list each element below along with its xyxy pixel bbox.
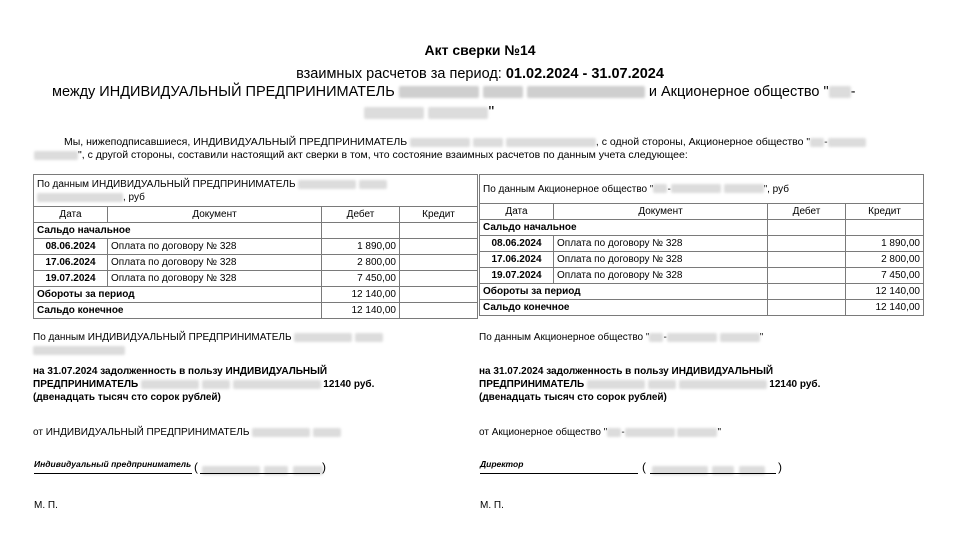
redacted-name xyxy=(671,184,721,193)
redacted-name xyxy=(648,380,676,389)
opening-balance-row: Сальдо начальное xyxy=(34,223,478,239)
redacted-name xyxy=(399,86,479,98)
table-row: 17.06.2024 Оплата по договору № 328 2 800,00 xyxy=(480,252,924,268)
column-header: Дебет xyxy=(768,204,846,220)
name-line-left xyxy=(200,472,320,474)
from-left: от ИНДИВИДУАЛЬНЫЙ ПРЕДПРИНИМАТЕЛЬ xyxy=(33,426,341,439)
table-left-header: По данным ИНДИВИДУАЛЬНЫЙ ПРЕДПРИНИМАТЕЛЬ , руб xyxy=(34,175,478,207)
debt-amount: 12140 руб. xyxy=(323,379,375,390)
period-line xyxy=(0,66,960,82)
closing-balance-row: Сальдо конечное 12 140,00 xyxy=(34,303,478,319)
redacted-name xyxy=(483,86,523,98)
redacted-name xyxy=(359,180,387,189)
redacted-name xyxy=(294,333,352,342)
redacted-name xyxy=(298,180,356,189)
table-row: 17.06.2024 Оплата по договору № 328 2 800,00 xyxy=(34,255,478,271)
stamp-mark-right: М. П. xyxy=(480,500,504,511)
redacted-name xyxy=(34,151,78,160)
column-header: Документ xyxy=(554,204,768,220)
intro-paragraph: Мы, нижеподписавшиеся, ИНДИВИДУАЛЬНЫЙ ПРЕДПРИНИМАТЕЛЬ , с одной стороны, Акционерное общество " - ", с другой стороны, составили настоящий акт сверки в том, что состояние взаимных расчетов по данным учета следующее: xyxy=(34,136,934,162)
redacted-name xyxy=(428,107,488,119)
redacted-name xyxy=(625,428,675,437)
summary-right: По данным Акционерное общество " - " на 31.07.2024 задолженность в пользу ИНДИВИДУАЛЬНЫЙ ПРЕДПРИНИМАТЕЛЬ 12140 руб. (двенадцать тысяч сто сорок рублей) xyxy=(479,332,821,403)
closing-balance-row: Сальдо конечное 12 140,00 xyxy=(480,300,924,316)
redacted-name xyxy=(720,333,760,342)
column-header: Кредит xyxy=(400,207,478,223)
redacted-name xyxy=(828,138,866,147)
signature-paren-close: ) xyxy=(322,460,326,474)
redacted-name xyxy=(527,86,645,98)
redacted-name xyxy=(649,333,663,342)
name-line-right xyxy=(650,472,776,474)
signer-role-left: Индивидуальный предприниматель xyxy=(34,459,192,469)
redacted-name xyxy=(587,380,645,389)
redacted-name xyxy=(667,333,717,342)
redacted-name xyxy=(355,333,383,342)
redacted-signer-name-left xyxy=(202,462,323,480)
parties-line-continued: " xyxy=(364,104,494,122)
and-party: и Акционерное общество " xyxy=(648,84,829,100)
signature-paren-open: ( xyxy=(642,460,646,474)
redacted-name xyxy=(33,346,125,355)
redacted-name xyxy=(810,138,824,147)
reconciliation-table-left xyxy=(33,174,478,319)
between-prefix: между ИНДИВИДУАЛЬНЫЙ ПРЕДПРИНИМАТЕЛЬ xyxy=(52,84,395,100)
redacted-name xyxy=(506,138,596,147)
redacted-name xyxy=(37,193,123,202)
redacted-name xyxy=(410,138,470,147)
redacted-name xyxy=(313,428,341,437)
redacted-name xyxy=(252,428,310,437)
parties-line: между ИНДИВИДУАЛЬНЫЙ ПРЕДПРИНИМАТЕЛЬ и Акционерное общество " - xyxy=(52,84,856,100)
stamp-mark-left: М. П. xyxy=(34,500,58,511)
redacted-signer-name-right xyxy=(652,462,765,480)
from-right: от Акционерное общество " - " xyxy=(479,427,722,438)
debt-amount: 12140 руб. xyxy=(769,379,821,390)
period-prefix: взаимных расчетов за период: xyxy=(296,66,502,82)
column-header: Дата xyxy=(34,207,108,223)
turnover-row: Обороты за период 12 140,00 xyxy=(480,284,924,300)
table-row: 19.07.2024 Оплата по договору № 328 7 450,00 xyxy=(34,271,478,287)
redacted-name xyxy=(473,138,503,147)
column-header: Дебет xyxy=(322,207,400,223)
redacted-name xyxy=(202,380,230,389)
redacted-name xyxy=(677,428,717,437)
column-header: Документ xyxy=(108,207,322,223)
redacted-name xyxy=(724,184,764,193)
redacted-name xyxy=(141,380,199,389)
redacted-name xyxy=(233,380,321,389)
signature-line-left xyxy=(34,472,192,474)
signature-line-right xyxy=(480,472,638,474)
summary-left: По данным ИНДИВИДУАЛЬНЫЙ ПРЕДПРИНИМАТЕЛЬ на 31.07.2024 задолженность в пользу ИНДИВИДУАЛЬНЫЙ ПРЕДПРИНИМАТЕЛЬ 12140 руб. (двенадцать тысяч сто сорок рублей) xyxy=(33,331,383,404)
table-right-header: По данным Акционерное общество " - ", руб xyxy=(480,175,924,204)
document-title: Акт сверки №14 xyxy=(424,42,536,58)
redacted-name xyxy=(364,107,424,119)
period-range: 01.02.2024 - 31.07.2024 xyxy=(505,66,664,82)
turnover-row: Обороты за период 12 140,00 xyxy=(34,287,478,303)
column-header: Дата xyxy=(480,204,554,220)
signature-paren-open: ( xyxy=(194,460,198,474)
redacted-name xyxy=(679,380,767,389)
column-header: Кредит xyxy=(846,204,924,220)
signer-role-right: Директор xyxy=(480,459,524,469)
opening-balance-row: Сальдо начальное xyxy=(480,220,924,236)
redacted-name xyxy=(829,86,851,98)
redacted-name xyxy=(607,428,621,437)
reconciliation-table-right xyxy=(479,174,924,316)
signature-paren-close: ) xyxy=(778,460,782,474)
table-row: 08.06.2024 Оплата по договору № 328 1 890,00 xyxy=(34,239,478,255)
table-row: 19.07.2024 Оплата по договору № 328 7 450,00 xyxy=(480,268,924,284)
redacted-name xyxy=(653,184,667,193)
table-row: 08.06.2024 Оплата по договору № 328 1 890,00 xyxy=(480,236,924,252)
